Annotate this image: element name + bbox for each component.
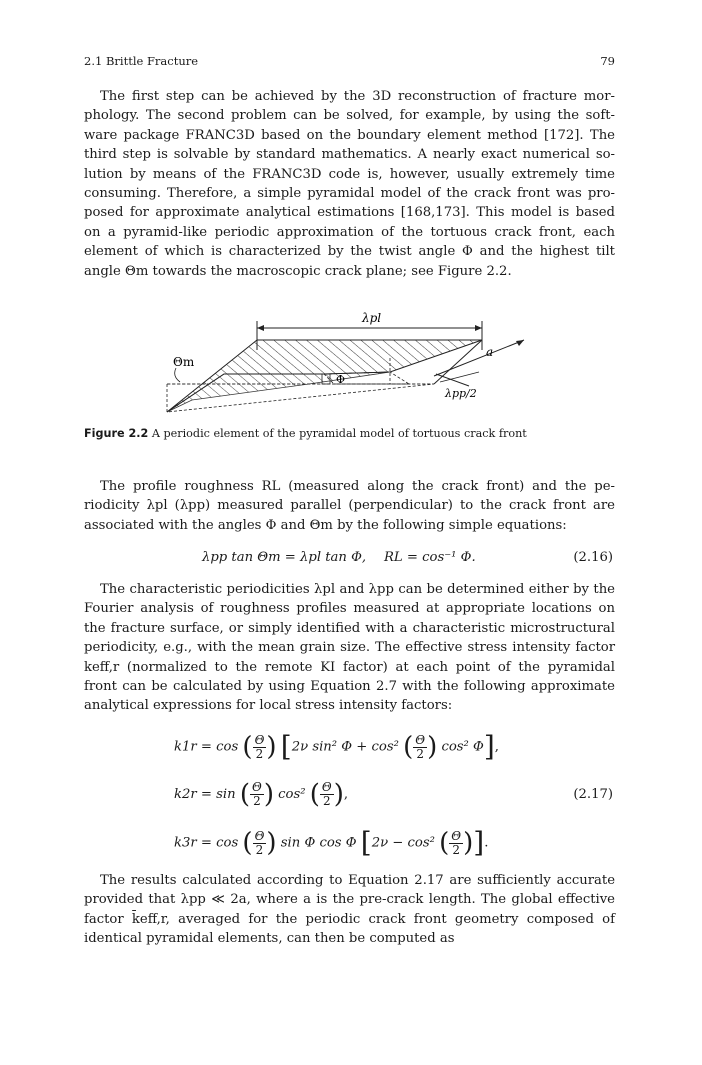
phi-label: Φ [336,373,346,386]
text-line: lution by means of the FRANC3D code is, however, usually extremely time [84,166,615,182]
figure-caption [84,427,615,440]
pyramid-crack-figure [84,300,615,425]
pyramid-front-face [167,372,390,412]
text-line: phology. The second problem can be solved, for example, by using the soft- [84,108,615,124]
page-number: 79 [600,54,615,68]
eq-2-16-rhs: RL = cos⁻¹ Φ. [384,550,476,565]
theta-m-label: Θm [173,355,195,369]
text-line: front can be calculated by using Equation 2.7 with the following approximate [84,679,615,695]
text-line: factor k̄eff,r, averaged for the periodic crack front geometry composed of [84,911,615,927]
eq-2-16-number: (2.16) [573,550,613,565]
k2r-lhs: k2r = sin [174,787,236,802]
text-line: periodicity, e.g., with the mean grain size. The effective stress intensity factor [84,640,615,656]
paragraph-2 [84,477,615,535]
paragraph-1 [84,87,615,281]
k3r-mid: sin Φ cos Φ [280,835,357,851]
k1r-mid: 2ν sin² Φ + cos² [291,739,399,755]
paragraph-4 [84,871,615,949]
eq-2-17-number: (2.17) [573,787,613,802]
section-title: 2.1 Brittle Fracture [84,54,199,68]
text-line: The results calculated according to Equation 2.17 are sufficiently accurate [100,873,615,888]
lambda-pp-label: λpp/2 [445,387,477,400]
k1r-lhs: k1r = cos [174,739,239,755]
text-line: identical pyramidal elements, can then be computed as [84,931,455,947]
text-line: ware package FRANC3D based on the boundary element method [172]. The [84,127,615,143]
text-line: associated with the angles Φ and Θm by the following simple equations: [84,517,567,533]
text-line: keff,r (normalized to the remote KI factor) at each point of the pyramidal [84,659,615,675]
caption-text: A periodic element of the pyramidal model of tortuous crack front [151,427,527,440]
k3r-lhs: k3r = cos [174,835,239,851]
text-line: analytical expressions for local stress intensity factors: [84,698,453,714]
lambda-pl-label: λpl [362,311,382,325]
text-line: The profile roughness RL (measured along the crack front) and the pe- [100,479,615,494]
eq-2-16-lhs: λpp tan Θm = λpl tan Φ, [202,550,367,565]
k2r-mid: cos² [278,787,306,802]
text-line: Fourier analysis of roughness profiles measured at appropriate locations on [84,601,615,617]
k1r-tail: cos² Φ [441,739,484,755]
text-line: angle Θm towards the macroscopic crack plane; see Figure 2.2. [84,263,512,279]
paragraph-3 [84,580,615,716]
k3r-inner: 2ν − cos² [371,835,435,851]
text-line: provided that λpp ≪ 2a, where a is the pre-crack length. The global effective [84,892,615,908]
text-line: riodicity λpl (λpp) measured parallel (perpendicular) to the crack front are [84,498,615,514]
text-line: on a pyramid-like periodic approximation of the tortuous crack front, each [84,224,615,240]
running-head [84,54,615,68]
text-line: posed for approximate analytical estimations [168,173]. This model is based [84,205,615,221]
text-line: The first step can be achieved by the 3D reconstruction of fracture mor- [100,89,615,104]
caption-label: Figure 2.2 [84,427,149,440]
text-line: consuming. Therefore, a simple pyramidal model of the crack front was pro- [84,186,615,202]
text-line: the fracture surface, or simply identified with a characteristic microstructural [84,620,615,636]
text-line: element of which is characterized by the twist angle Φ and the highest tilt [84,244,615,260]
text-line: The characteristic periodicities λpl and λpp can be determined either by the [100,582,615,597]
text-line: third step is solvable by standard mathematics. A nearly exact numerical so- [84,147,615,163]
a-label: a [486,345,494,359]
